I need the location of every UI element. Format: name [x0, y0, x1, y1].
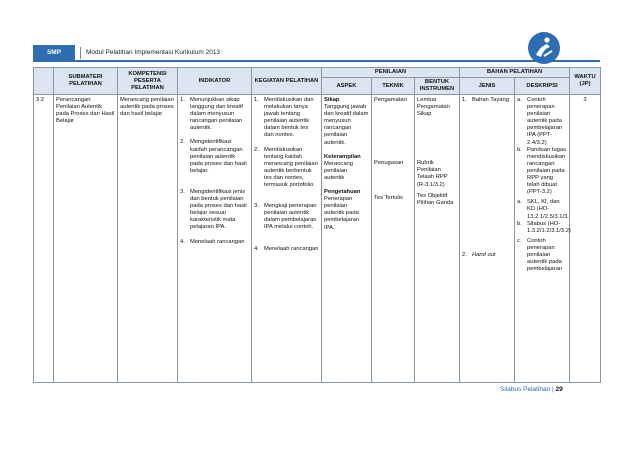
list-item: 2. Mengidentifikasi kaidah perancangan penilaian autentik pada proses dan hasil belajar. [180, 139, 247, 174]
teknik-item: Tes Tertulis [374, 195, 403, 202]
table-row [34, 95, 601, 383]
kegiatan-list [254, 97, 319, 253]
list-item: 1. Bahan Tayang [462, 97, 509, 103]
header-penilaian: PENILAIAN [322, 68, 460, 78]
deskripsi-cell [515, 95, 570, 383]
teknik-cell [372, 95, 415, 383]
header-deskripsi: DESKRIPSI [515, 78, 570, 95]
indikator-list [180, 97, 249, 246]
list-item: c. Contoh penerapan penilaian autentik pada pembelajaran [517, 237, 563, 273]
list-item: a. Contoh penerapan penilaian autentik pada pembelajaran IPA (PPT-2.4/3.2) [517, 97, 563, 146]
level-tag: SMP [33, 45, 75, 60]
aspek-cell [322, 95, 372, 383]
list-item: b. Silabus (HO-1.3.2/1.2/3.1/3.2) [517, 220, 571, 234]
list-item: 4. Menelaah rancangan [254, 245, 319, 252]
bentuk-item: Tes Objektif Pilihan Ganda [417, 192, 454, 206]
header-indikator: INDIKATOR [178, 68, 252, 95]
header-waktu: WAKTU (JP) [570, 68, 601, 95]
header-no [34, 68, 54, 95]
kompetensi-cell: Merancang penilaian autentik pada proses dan hasil belajar [118, 95, 178, 383]
teknik-item: Pengamatan [374, 97, 407, 103]
list-item: 1. Mendiskusikan dan melakukan tanya jawab tentang penilaian autentik dalam bentuk tes dan nontes. [254, 97, 314, 139]
deskripsi-list [517, 97, 571, 273]
list-item: 1. Menunjukkan sikap tanggung dan kreatif dalam menyusun rancangan penilaian autentik. [180, 97, 243, 132]
syllabus-table [33, 67, 601, 383]
aspek-pengetahuan: Pengetahuan Penerapan penilaian autentik pada pembelajaran IPA. [324, 189, 361, 231]
list-item: 2. Mendiskusikan tentang kaidah merancang penilaian autentik berbentuk tes dan nontes, termasuk portofolio. [254, 146, 318, 189]
list-item: 3. Mengidentifikasi jenis dan bentuk penilaian pada proses dan hasil belajar sesuai karakteristik mata pelajaran IPA. [180, 188, 247, 231]
aspek-sikap: Sikap Tanggung jawab dan kreatif dalam menyusun rancangan penilaian autentik. [324, 97, 369, 146]
bentuk-item: Rubrik Penilaian Telaah RPP (R-3.1/3.2) [417, 160, 448, 188]
list-item: 4. Menelaah rancangan [180, 238, 245, 245]
footer-label: Silabus Pelatihan | [500, 386, 554, 393]
header-bahan: BAHAN PELATIHAN [460, 68, 570, 78]
teknik-item: Penugasan [374, 160, 404, 167]
bentuk-item: Lembar Pengamatan Sikap [417, 97, 450, 118]
module-header [33, 45, 521, 60]
submateri-cell: Perancangan Penilaian Autentik pada Proses dan Hasil Belajar [54, 95, 118, 383]
page-number: 29 [555, 386, 563, 393]
kegiatan-cell [252, 95, 322, 383]
list-item: 3. Mengkaji penerapan penilaian autentik dalam pembelajaran IPA melalui contoh. [254, 203, 317, 231]
module-title: Modul Pelatihan Implementasi Kurikulum 2013 [86, 49, 221, 56]
row-number: 3.2 [34, 95, 54, 383]
header-kompetensi: KOMPETENSI PESERTA PELATIHAN [118, 68, 178, 95]
header-teknik: TEKNIK [372, 78, 415, 95]
list-item: 2. Hand out [462, 252, 496, 259]
header-submateri: SUBMATERI PELATIHAN [54, 68, 118, 95]
jenis-cell [460, 95, 515, 383]
header-divider [80, 47, 81, 59]
list-item: a. SKL, KI, dan KD (HO-13.2.1/2.5/3.1/3. [517, 199, 569, 220]
list-item: b. Panduan tugas mendiskusikan rancangan penilaian pada RPP yang telah dibuat (PPT-3.2) [517, 146, 567, 196]
page-footer [500, 386, 563, 393]
bentuk-cell [415, 95, 460, 383]
header-bentuk: BENTUK INSTRUMEN [415, 78, 460, 95]
indikator-cell [178, 95, 252, 383]
header-kegiatan: KEGIATAN PELATIHAN [252, 68, 322, 95]
header-rule [33, 60, 600, 62]
header-aspek: ASPEK [322, 78, 372, 95]
header-jenis: JENIS [460, 78, 515, 95]
aspek-keterampilan: Keterampilan Merancang penilaian autentik [324, 153, 361, 181]
waktu-cell: 3 [570, 95, 601, 383]
